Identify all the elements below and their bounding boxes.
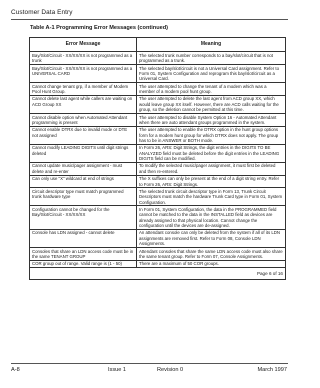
error-message-cell: Can only use "X" wildcard at end of strings (30, 175, 137, 188)
error-message-cell: Cannot delete last agent while callers are waiting on ACD Group XX (30, 95, 137, 113)
table-page-cell (30, 268, 286, 280)
table-row (30, 52, 286, 65)
table-row (30, 188, 286, 206)
meaning-cell: The user attempted to change the tenant of a modem which was a member of a modem pool hunt group. (137, 83, 286, 96)
error-message-cell: Cannot modify LEADING DIGITS until digit strings deleted (30, 144, 137, 162)
meaning-cell: The selected trunk number corresponds to a bay/slot/circuit that is not programmed as a trunk. (137, 52, 286, 65)
meaning-cell: The X suffixes can only be present at the end of a digit string entry. Refer to Form 26, ARS: Digit Strings. (137, 175, 286, 188)
meaning-cell: The user attempted to disable System Option 16 - Automated Attendant when there are auto attendant groups programmed in the system. (137, 113, 286, 126)
error-message-cell: Console has LDN assigned - cannot delete (30, 229, 137, 247)
table-title: Table A-1 Programming Error Messages (continued) (30, 25, 169, 31)
error-message-cell: Cannot enable DTRX due to invalid mode or DTE not assigned (30, 126, 137, 144)
meaning-cell: The user attempted to delete the last agent from ACD group XX, which would leave group XX itself. However, there are ACD calls waiting for the group, so the deletion cannot be permitted at this time. (137, 95, 286, 113)
meaning-cell: In Form 01, System Configuration, the data in the PROGRAMMED field cannot be matched to the data in the INSTALLED field as devices are already assigned to that physical location. Cannot change the configuration until the devices are de-assigned. (137, 206, 286, 229)
header-rule (11, 19, 288, 20)
meaning-cell: There are a maximum of 50 COR groups. (137, 260, 286, 267)
error-message-cell: Cannot change tenant grp, if a member of Modem Pool Hunt Group. (30, 83, 137, 96)
meaning-cell: Attendant consoles that share the same LDN access code must also share the same tenant group. Refer to Form 07, Console Assignments. (137, 247, 286, 260)
footer-page-number: A-8 (11, 367, 20, 373)
table-row (30, 64, 286, 82)
meaning-cell: The user attempted to enable the DTRX option in the hunt group options form for a modem hunt group for which DTRX does not apply. The group has to be in ANSWER or BOTH mode. (137, 126, 286, 144)
running-head: Customer Data Entry (11, 9, 73, 16)
table-row (30, 83, 286, 96)
error-message-cell: Circuit descriptor type must match programmed trunk hardware type (30, 188, 137, 206)
table-row (30, 260, 286, 267)
table-row (30, 247, 286, 260)
table-header-row (30, 38, 286, 52)
error-message-cell: Configuration cannot be changed for the Bay/Slot/Circuit - XX/XX/XX (30, 206, 137, 229)
table-page-row (30, 268, 286, 280)
table-row (30, 95, 286, 113)
error-message-cell: Bay/Slot/Circuit - XX/XX/XX is not programmed as a UNIVERSAL CARD (30, 64, 137, 82)
meaning-cell: To modify the selected music/pager assignment, it must first be deleted and then re-entered. (137, 162, 286, 175)
footer-issue: Issue 1 (108, 367, 127, 373)
meaning-cell: The selected bay/slot/circuit is not a Universal Card assignment. Refer to Form 01, System Configuration and reprogram this bay/slot/circuit as a Universal Card. (137, 64, 286, 82)
meaning-cell: The selected trunk circuit descriptor type in Form 13, Trunk Circuit Descriptors must match the hardware Trunk Card type in Form 01, System Configuration. (137, 188, 286, 206)
table-row (30, 175, 286, 188)
footer-revision: Revision 0 (157, 367, 184, 373)
column-header-error-message: Error Message (30, 38, 137, 52)
error-message-cell: Cannot update music/pager assignment - must delete and re-enter (30, 162, 137, 175)
page-of-label: Page 6 of 16 (256, 270, 283, 276)
error-message-cell: Consoles that share an LDN access code must be in the same TENANT GROUP (30, 247, 137, 260)
error-message-cell: COR group out of range. Valid range is (1 - 50) (30, 260, 137, 267)
meaning-cell: An attendant console can only be deleted from the system if all of its LDN assignments are removed first. Refer to Form 08, Console LDN Assignments. (137, 229, 286, 247)
table-row (30, 113, 286, 126)
error-message-cell: Cannot disable option when Automated Attendant programming is present (30, 113, 137, 126)
table-row (30, 206, 286, 229)
table-row (30, 229, 286, 247)
footer-rule (11, 363, 288, 364)
meaning-cell: In Form 26, ARS: Digit Strings, the digit entries in the DIGITS TO BE ANALYZED field must be deleted before the digit entries in the LEADING DIGITS field can be modified. (137, 144, 286, 162)
table-row (30, 144, 286, 162)
table-row (30, 162, 286, 175)
error-messages-table (29, 37, 286, 280)
column-header-meaning: Meaning (137, 38, 286, 52)
footer-date: March 1997 (257, 367, 287, 373)
error-message-cell: Bay/Slot/Circuit - XX/XX/XX is not programmed as a trunk (30, 52, 137, 65)
table-row (30, 126, 286, 144)
